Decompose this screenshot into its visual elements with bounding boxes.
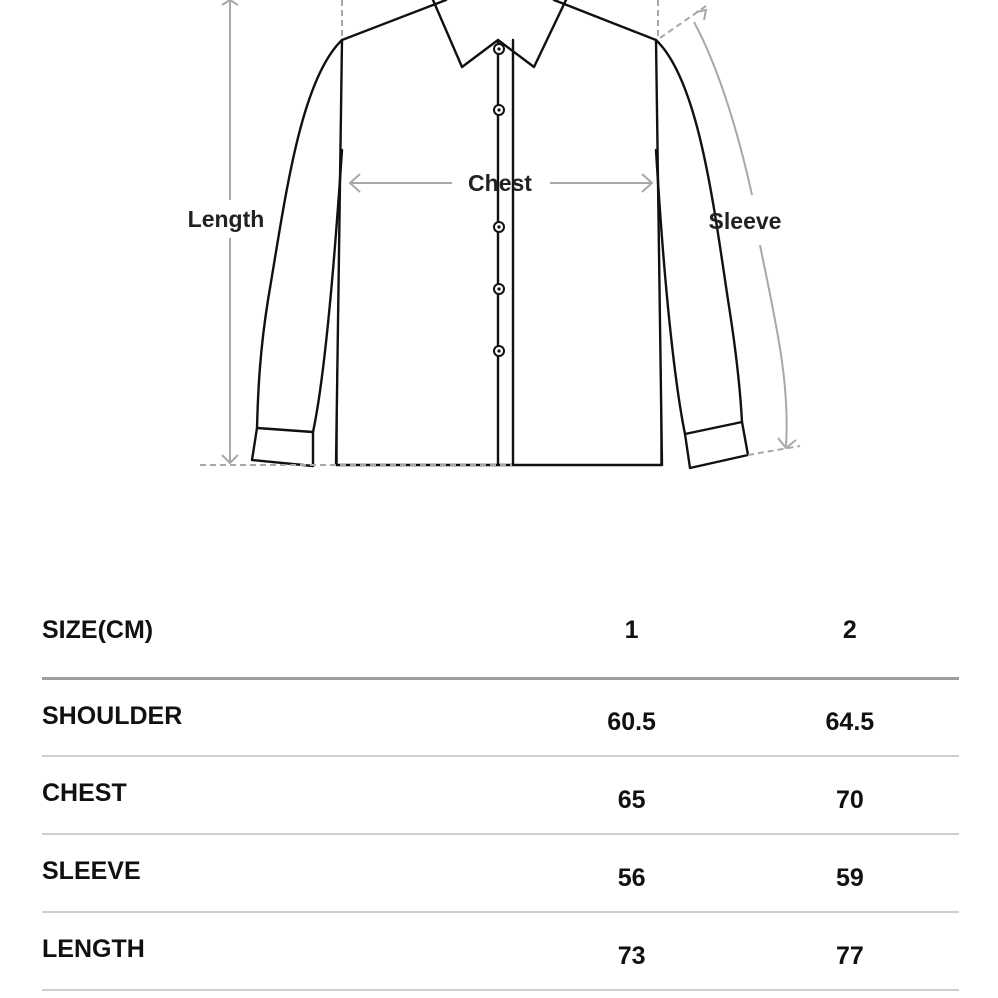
row-label-shoulder: SHOULDER <box>42 701 183 730</box>
table-row-chest <box>42 756 959 834</box>
placket-line <box>498 40 513 465</box>
right-sleeve <box>656 40 742 434</box>
shirt-outline <box>252 0 748 468</box>
table-row-shoulder <box>42 678 959 756</box>
size-table <box>42 598 959 991</box>
shoulder-size-1: 60.5 <box>607 707 656 736</box>
table-row-sleeve <box>42 834 959 912</box>
chest-size-1: 65 <box>617 785 646 814</box>
sleeve-label: Sleeve <box>708 208 782 234</box>
sleeve-size-2: 59 <box>835 863 864 892</box>
size-table-header <box>42 598 959 678</box>
row-label-length: LENGTH <box>42 935 145 963</box>
guide-dashed-cuff <box>748 446 800 455</box>
header-size-1: 1 <box>624 615 639 644</box>
header-size-label: SIZE(CM) <box>42 615 154 644</box>
header-size-2: 2 <box>842 615 857 644</box>
collar <box>433 0 566 67</box>
left-sleeve <box>257 40 342 432</box>
row-label-sleeve: SLEEVE <box>42 857 141 885</box>
sleeve-size-1: 56 <box>617 863 646 892</box>
right-cuff <box>685 422 748 468</box>
chest-size-2: 70 <box>835 785 864 814</box>
length-label: Length <box>187 206 265 232</box>
row-label-chest: CHEST <box>42 779 127 807</box>
shoulder-size-2: 64.5 <box>825 707 875 736</box>
length-size-2: 77 <box>835 941 864 970</box>
chest-label: Chest <box>468 170 532 196</box>
left-cuff <box>252 428 313 466</box>
length-size-1: 73 <box>617 941 646 970</box>
table-row-length <box>42 912 959 990</box>
